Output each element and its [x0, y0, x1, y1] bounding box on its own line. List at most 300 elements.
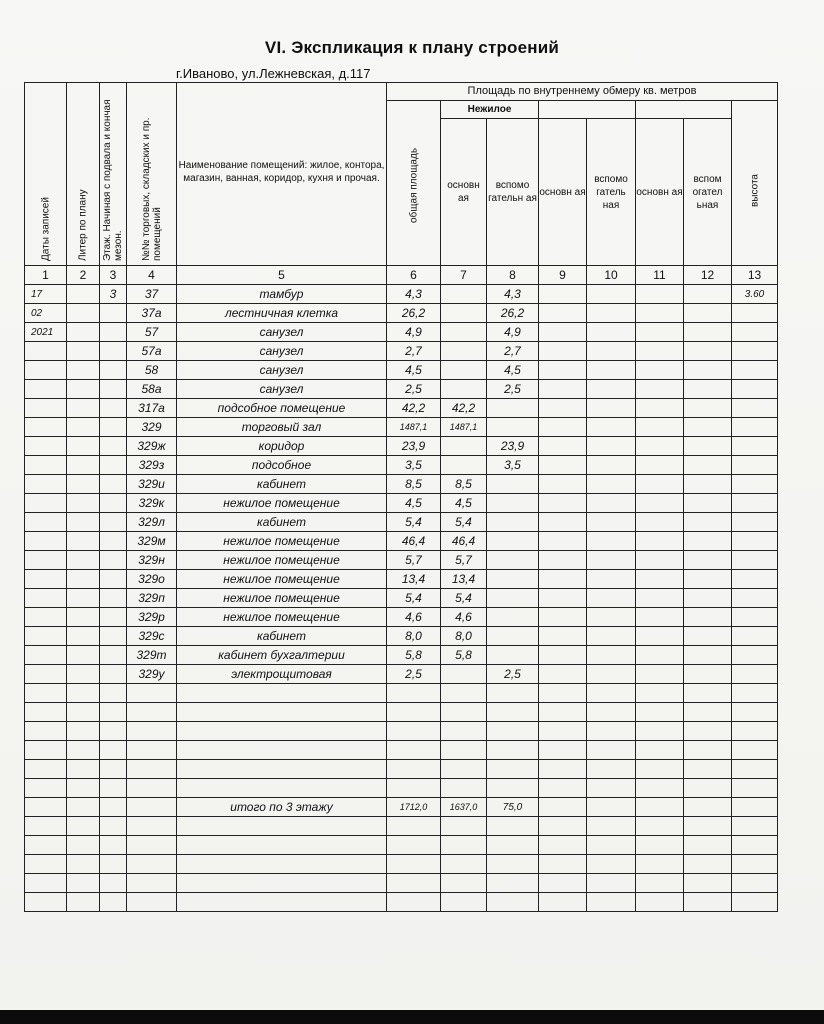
empty-cell [387, 760, 441, 779]
empty-cell [587, 684, 636, 703]
column-number: 1 [25, 266, 67, 285]
main-area-cell: 46,4 [441, 532, 487, 551]
empty-cell [636, 874, 684, 893]
total-area-cell: 4,9 [387, 323, 441, 342]
date-cell [25, 589, 67, 608]
empty-cell [539, 798, 587, 817]
litera-cell [67, 532, 100, 551]
date-cell [25, 380, 67, 399]
empty-cell [587, 570, 636, 589]
height-cell [732, 342, 778, 361]
empty-cell [636, 418, 684, 437]
empty-cell [67, 703, 100, 722]
litera-cell [67, 285, 100, 304]
room-number-cell: 329к [127, 494, 177, 513]
floor-cell [100, 418, 127, 437]
empty-cell [636, 779, 684, 798]
empty-cell [636, 437, 684, 456]
main-area-cell: 42,2 [441, 399, 487, 418]
empty-cell [587, 551, 636, 570]
column-number: 5 [177, 266, 387, 285]
empty-cell [487, 684, 539, 703]
header-nonresidential: Нежилое [441, 101, 539, 119]
header-blank-group-3 [636, 101, 732, 119]
empty-cell [587, 798, 636, 817]
empty-cell [100, 855, 127, 874]
column-number: 9 [539, 266, 587, 285]
total-area-cell: 5,4 [387, 513, 441, 532]
empty-cell [732, 760, 778, 779]
main-area-cell [441, 285, 487, 304]
empty-cell [636, 855, 684, 874]
empty-cell [100, 798, 127, 817]
empty-cell [684, 741, 732, 760]
total-area-cell: 2,5 [387, 380, 441, 399]
empty-cell [441, 741, 487, 760]
empty-cell [387, 684, 441, 703]
empty-cell [100, 722, 127, 741]
empty-cell [636, 399, 684, 418]
room-name-cell: кабинет [177, 627, 387, 646]
empty-cell [636, 798, 684, 817]
total-area-cell: 4,5 [387, 361, 441, 380]
room-name-cell: нежилое помещение [177, 570, 387, 589]
empty-cell [100, 703, 127, 722]
empty-cell [636, 760, 684, 779]
table-row [25, 627, 778, 646]
empty-cell [684, 323, 732, 342]
empty-cell [539, 456, 587, 475]
room-number-cell: 329м [127, 532, 177, 551]
date-cell [25, 475, 67, 494]
total-area-cell: 5,4 [387, 589, 441, 608]
height-cell [732, 304, 778, 323]
empty-cell [636, 684, 684, 703]
empty-cell [177, 855, 387, 874]
main-area-cell [441, 380, 487, 399]
aux-area-cell: 23,9 [487, 437, 539, 456]
litera-cell [67, 361, 100, 380]
empty-cell [587, 304, 636, 323]
empty-cell [587, 513, 636, 532]
aux-area-cell [487, 494, 539, 513]
column-number-row [25, 266, 778, 285]
room-name-cell: подсобное помещение [177, 399, 387, 418]
empty-cell [587, 646, 636, 665]
empty-row [25, 760, 778, 779]
table-row [25, 646, 778, 665]
empty-cell [684, 646, 732, 665]
empty-cell [441, 817, 487, 836]
main-area-cell: 5,8 [441, 646, 487, 665]
litera-cell [67, 570, 100, 589]
empty-cell [587, 665, 636, 684]
empty-cell [67, 741, 100, 760]
table-row [25, 304, 778, 323]
table-row [25, 475, 778, 494]
total-area-cell: 2,7 [387, 342, 441, 361]
height-cell [732, 323, 778, 342]
floor-cell [100, 665, 127, 684]
date-cell [25, 418, 67, 437]
aux-area-cell [487, 399, 539, 418]
empty-cell [387, 817, 441, 836]
room-name-cell: нежилое помещение [177, 551, 387, 570]
empty-cell [684, 285, 732, 304]
header-col9: основн ая [539, 119, 587, 266]
empty-cell [539, 665, 587, 684]
floor-cell [100, 475, 127, 494]
empty-cell [684, 684, 732, 703]
empty-cell [67, 855, 100, 874]
empty-cell [732, 779, 778, 798]
room-number-cell: 329т [127, 646, 177, 665]
total-area-cell: 3,5 [387, 456, 441, 475]
litera-cell [67, 304, 100, 323]
litera-cell [67, 418, 100, 437]
empty-cell [127, 741, 177, 760]
height-cell [732, 551, 778, 570]
empty-cell [487, 855, 539, 874]
room-name-cell: электрощитовая [177, 665, 387, 684]
room-name-cell: торговый зал [177, 418, 387, 437]
empty-cell [387, 741, 441, 760]
empty-cell [127, 779, 177, 798]
height-cell [732, 627, 778, 646]
column-number: 4 [127, 266, 177, 285]
date-cell [25, 627, 67, 646]
room-name-cell: санузел [177, 380, 387, 399]
total-area-cell: 46,4 [387, 532, 441, 551]
empty-cell [100, 836, 127, 855]
column-number: 2 [67, 266, 100, 285]
room-name-cell: нежилое помещение [177, 532, 387, 551]
empty-cell [177, 874, 387, 893]
empty-cell [684, 304, 732, 323]
empty-cell [539, 817, 587, 836]
empty-cell [636, 532, 684, 551]
aux-area-cell [487, 532, 539, 551]
empty-cell [587, 893, 636, 912]
room-number-cell: 57а [127, 342, 177, 361]
empty-cell [25, 741, 67, 760]
empty-cell [587, 399, 636, 418]
empty-cell [539, 836, 587, 855]
table-row [25, 399, 778, 418]
room-number-cell: 329н [127, 551, 177, 570]
total-area-cell: 2,5 [387, 665, 441, 684]
empty-cell [732, 817, 778, 836]
room-name-cell: санузел [177, 361, 387, 380]
floor-cell [100, 437, 127, 456]
empty-cell [636, 380, 684, 399]
empty-cell [684, 779, 732, 798]
empty-cell [587, 475, 636, 494]
date-cell [25, 646, 67, 665]
empty-cell [636, 570, 684, 589]
empty-row [25, 855, 778, 874]
floor-cell [100, 399, 127, 418]
total-area-cell: 4,5 [387, 494, 441, 513]
main-area-cell [441, 361, 487, 380]
header-col12: вспом огател ьная [684, 119, 732, 266]
empty-cell [487, 779, 539, 798]
height-cell [732, 437, 778, 456]
column-number: 13 [732, 266, 778, 285]
empty-cell [25, 855, 67, 874]
empty-cell [487, 703, 539, 722]
empty-cell [684, 532, 732, 551]
empty-cell [636, 589, 684, 608]
floor-cell [100, 570, 127, 589]
empty-cell [636, 722, 684, 741]
aux-area-cell [487, 646, 539, 665]
empty-cell [441, 836, 487, 855]
header-col4: №№ торговых, складских и пр. помещений [127, 83, 177, 266]
room-name-cell: лестничная клетка [177, 304, 387, 323]
date-cell [25, 437, 67, 456]
main-area-cell [441, 437, 487, 456]
room-number-cell: 57 [127, 323, 177, 342]
empty-cell [684, 570, 732, 589]
date-cell [25, 532, 67, 551]
date-cell [25, 608, 67, 627]
empty-cell [539, 361, 587, 380]
empty-cell [587, 836, 636, 855]
total-area-cell: 8,5 [387, 475, 441, 494]
empty-cell [387, 779, 441, 798]
empty-cell [587, 361, 636, 380]
empty-cell [684, 361, 732, 380]
empty-cell [539, 741, 587, 760]
empty-cell [732, 684, 778, 703]
floor-cell [100, 323, 127, 342]
empty-cell [587, 342, 636, 361]
empty-cell [636, 475, 684, 494]
empty-cell [587, 779, 636, 798]
aux-area-cell: 3,5 [487, 456, 539, 475]
empty-cell [441, 855, 487, 874]
height-cell [732, 418, 778, 437]
empty-cell [636, 817, 684, 836]
litera-cell [67, 551, 100, 570]
height-cell [732, 589, 778, 608]
empty-cell [684, 760, 732, 779]
empty-cell [587, 380, 636, 399]
address-line: г.Иваново, ул.Лежневская, д.117 [176, 66, 371, 81]
room-number-cell: 317а [127, 399, 177, 418]
main-area-cell: 8,0 [441, 627, 487, 646]
main-area-cell: 5,4 [441, 513, 487, 532]
main-area-cell [441, 665, 487, 684]
date-cell [25, 399, 67, 418]
aux-area-cell: 4,3 [487, 285, 539, 304]
height-cell [732, 513, 778, 532]
total-area-cell: 13,4 [387, 570, 441, 589]
litera-cell [67, 665, 100, 684]
floor-cell [100, 361, 127, 380]
room-name-cell: нежилое помещение [177, 589, 387, 608]
header-col7: основн ая [441, 119, 487, 266]
empty-cell [387, 874, 441, 893]
height-cell [732, 380, 778, 399]
table-row [25, 285, 778, 304]
empty-cell [387, 893, 441, 912]
empty-cell [25, 798, 67, 817]
height-cell [732, 665, 778, 684]
empty-cell [25, 874, 67, 893]
empty-cell [539, 304, 587, 323]
empty-cell [25, 817, 67, 836]
empty-cell [539, 684, 587, 703]
table-row [25, 551, 778, 570]
floor-cell [100, 494, 127, 513]
empty-cell [684, 703, 732, 722]
date-cell [25, 361, 67, 380]
height-cell [732, 456, 778, 475]
empty-cell [25, 893, 67, 912]
empty-cell [587, 855, 636, 874]
empty-cell [25, 836, 67, 855]
table-row [25, 589, 778, 608]
date-cell [25, 665, 67, 684]
room-name-cell: кабинет [177, 513, 387, 532]
empty-cell [487, 893, 539, 912]
height-cell [732, 608, 778, 627]
aux-area-sum: 75,0 [487, 798, 539, 817]
room-name-cell: тамбур [177, 285, 387, 304]
total-area-cell: 42,2 [387, 399, 441, 418]
empty-cell [684, 494, 732, 513]
room-number-cell: 37а [127, 304, 177, 323]
main-area-cell: 4,5 [441, 494, 487, 513]
table-row [25, 437, 778, 456]
room-name-cell: кабинет [177, 475, 387, 494]
empty-row [25, 893, 778, 912]
explication-table [24, 82, 778, 912]
empty-cell [539, 475, 587, 494]
empty-cell [539, 399, 587, 418]
empty-cell [587, 627, 636, 646]
main-area-sum: 1637,0 [441, 798, 487, 817]
empty-cell [636, 323, 684, 342]
empty-cell [25, 684, 67, 703]
empty-cell [732, 836, 778, 855]
empty-cell [684, 513, 732, 532]
litera-cell [67, 342, 100, 361]
empty-row [25, 722, 778, 741]
empty-cell [441, 893, 487, 912]
empty-cell [587, 722, 636, 741]
floor-cell [100, 627, 127, 646]
main-area-cell [441, 456, 487, 475]
document-title: VI. Экспликация к плану строений [264, 38, 560, 57]
floor-cell [100, 342, 127, 361]
header-col11: основн ая [636, 119, 684, 266]
table-row [25, 494, 778, 513]
scan-edge [0, 1010, 824, 1024]
empty-cell [539, 874, 587, 893]
empty-cell [177, 893, 387, 912]
total-area-cell: 4,3 [387, 285, 441, 304]
litera-cell [67, 608, 100, 627]
empty-row [25, 779, 778, 798]
room-number-cell: 58 [127, 361, 177, 380]
empty-cell [25, 722, 67, 741]
empty-cell [539, 551, 587, 570]
empty-cell [587, 532, 636, 551]
column-number: 7 [441, 266, 487, 285]
room-name-cell: коридор [177, 437, 387, 456]
empty-cell [177, 722, 387, 741]
empty-cell [25, 703, 67, 722]
empty-row [25, 741, 778, 760]
height-cell: 3.60 [732, 285, 778, 304]
empty-cell [587, 285, 636, 304]
empty-cell [387, 722, 441, 741]
total-area-sum: 1712,0 [387, 798, 441, 817]
empty-cell [127, 722, 177, 741]
room-number-cell: 329о [127, 570, 177, 589]
empty-cell [67, 817, 100, 836]
empty-cell [732, 722, 778, 741]
main-area-cell [441, 342, 487, 361]
room-number-cell: 329у [127, 665, 177, 684]
aux-area-cell: 4,5 [487, 361, 539, 380]
empty-row [25, 874, 778, 893]
table-row [25, 380, 778, 399]
litera-cell [67, 627, 100, 646]
room-number-cell: 58а [127, 380, 177, 399]
litera-cell [67, 494, 100, 513]
column-number: 12 [684, 266, 732, 285]
empty-cell [587, 703, 636, 722]
date-cell [25, 456, 67, 475]
empty-cell [25, 779, 67, 798]
main-area-cell [441, 323, 487, 342]
table-row [25, 513, 778, 532]
empty-cell [684, 722, 732, 741]
main-area-cell: 8,5 [441, 475, 487, 494]
room-number-cell: 329с [127, 627, 177, 646]
room-number-cell: 329л [127, 513, 177, 532]
main-area-cell: 5,7 [441, 551, 487, 570]
room-name-cell: санузел [177, 342, 387, 361]
empty-cell [587, 760, 636, 779]
empty-cell [636, 494, 684, 513]
date-cell: 02 [25, 304, 67, 323]
empty-cell [539, 779, 587, 798]
empty-cell [684, 551, 732, 570]
empty-cell [441, 760, 487, 779]
empty-cell [732, 874, 778, 893]
empty-cell [441, 703, 487, 722]
empty-cell [67, 798, 100, 817]
empty-cell [636, 703, 684, 722]
litera-cell [67, 589, 100, 608]
room-name-cell: санузел [177, 323, 387, 342]
aux-area-cell [487, 513, 539, 532]
empty-cell [587, 323, 636, 342]
aux-area-cell [487, 627, 539, 646]
empty-cell [636, 836, 684, 855]
empty-cell [684, 589, 732, 608]
empty-cell [539, 646, 587, 665]
date-cell [25, 570, 67, 589]
empty-cell [539, 608, 587, 627]
date-cell [25, 513, 67, 532]
empty-cell [387, 855, 441, 874]
